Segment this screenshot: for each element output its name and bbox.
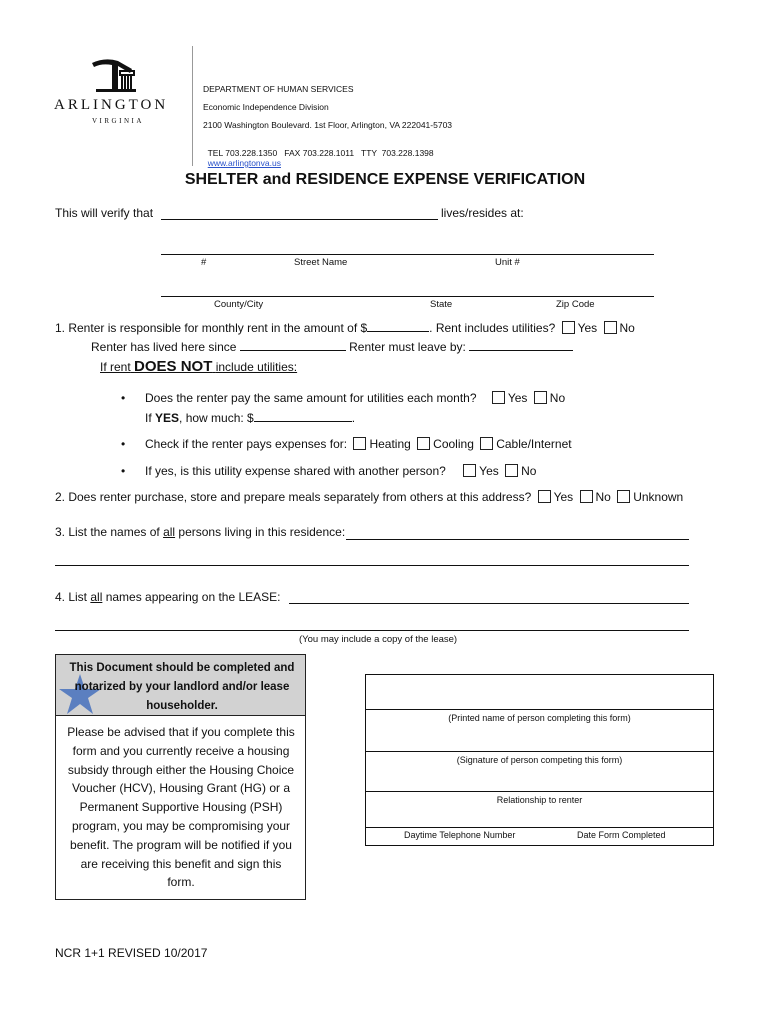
label-state: State — [430, 299, 453, 310]
intro-suffix: lives/resides at: — [441, 206, 524, 220]
q4-pre: 4. List — [55, 590, 91, 604]
b3-no-checkbox[interactable] — [505, 464, 518, 477]
b3-yes-label: Yes — [479, 464, 499, 478]
header-divider — [192, 46, 193, 166]
bullet-2-text — [145, 437, 572, 452]
city-state-zip-field[interactable] — [161, 296, 654, 297]
department-name: DEPARTMENT OF HUMAN SERVICES — [203, 84, 354, 94]
lived-since-field[interactable] — [240, 339, 346, 351]
q1-yes-checkbox[interactable] — [562, 321, 575, 334]
q4-post: names appearing on the LEASE: — [102, 590, 281, 604]
must-leave-field[interactable] — [469, 339, 573, 351]
printed-name-label: (Printed name of person completing this form) — [448, 713, 631, 723]
bullet-1: • — [121, 391, 126, 405]
division-name: Economic Independence Division — [203, 102, 329, 112]
arlington-logo — [50, 55, 180, 130]
q2-text: 2. Does renter purchase, store and prepare meals separately from others at this address? — [55, 490, 532, 504]
department-address: 2100 Washington Boulevard. 1st Floor, Arlington, VA 222041-5703 — [203, 120, 453, 130]
date-label: Date Form Completed — [577, 830, 666, 840]
b3-question: If yes, is this utility expense shared with another person? — [145, 464, 446, 478]
q2-no-label: No — [595, 490, 611, 504]
printed-name-row — [366, 709, 713, 710]
q1-text: 1. Renter is responsible for monthly rent in the amount of $ — [55, 321, 368, 335]
q3-post: persons living in this residence: — [175, 525, 346, 539]
arlington-logo-icon — [50, 55, 180, 97]
label-zip: Zip Code — [556, 299, 595, 310]
notice-heading: This Document should be completed and notarized by your landlord and/or lease householder. — [69, 662, 295, 712]
relationship-row — [366, 791, 713, 792]
cooling-label: Cooling — [433, 437, 474, 451]
bullet-3: • — [121, 464, 126, 478]
if-rent-post: include utilities: — [215, 360, 298, 374]
bullet-3-text — [145, 464, 536, 479]
b2-question: Check if the renter pays expenses for: — [145, 437, 348, 451]
lease-note: (You may include a copy of the lease) — [299, 634, 458, 645]
label-unit: Unit # — [495, 257, 520, 268]
q1-no-checkbox[interactable] — [604, 321, 617, 334]
label-street: Street Name — [294, 257, 348, 268]
q3-line — [55, 525, 345, 539]
contact-numbers: TEL 703.228.1350 FAX 703.228.1011 TTY 703.228.1398 — [207, 148, 434, 158]
q2-no-checkbox[interactable] — [580, 490, 593, 503]
website-link[interactable]: www.arlingtonva.us — [207, 158, 281, 168]
cable-label: Cable/Internet — [496, 437, 572, 451]
b1-how-much: If YES, how much: $ . — [145, 411, 356, 425]
rent-amount-field[interactable] — [367, 320, 429, 332]
q1-yes-label: Yes — [577, 321, 598, 335]
q2-yes-label: Yes — [553, 490, 574, 504]
b3-no-label: No — [521, 464, 537, 478]
q4-all: all — [90, 590, 103, 604]
cable-checkbox[interactable] — [480, 437, 493, 450]
logo-name: ARLINGTON — [54, 97, 169, 113]
label-county: County/City — [214, 299, 264, 310]
notice-body-box — [55, 716, 306, 900]
q4-field-2[interactable] — [55, 630, 689, 631]
q4-line — [55, 590, 281, 604]
lived-since-label: Renter has lived here since — [91, 340, 237, 354]
q1-no-label: No — [619, 321, 635, 335]
heating-label: Heating — [369, 437, 411, 451]
q2-yes-checkbox[interactable] — [538, 490, 551, 503]
q1-rent — [55, 320, 635, 336]
printed-name-field[interactable] — [366, 675, 713, 709]
bullet-2: • — [121, 437, 126, 451]
label-number: # — [201, 257, 207, 268]
contact-line — [203, 138, 434, 168]
q2-unknown-checkbox[interactable] — [617, 490, 630, 503]
q2-unknown-label: Unknown — [633, 490, 684, 504]
q2-line — [55, 490, 683, 505]
b1-no-checkbox[interactable] — [534, 391, 547, 404]
street-address-field[interactable] — [161, 254, 654, 255]
must-leave-label: Renter must leave by: — [349, 340, 466, 354]
b1-question: Does the renter pay the same amount for utilities each month? — [145, 391, 477, 405]
q3-pre: 3. List the names of — [55, 525, 164, 539]
does-not-emphasis: DOES NOT — [134, 358, 213, 375]
signature-row — [366, 751, 713, 752]
b1-yes-bold: YES — [155, 411, 180, 425]
bullet-1-text — [145, 391, 565, 406]
b1-how-much-label: , how much: $ — [179, 411, 254, 425]
signature-label: (Signature of person competing this form) — [456, 755, 623, 765]
q1-utilities: . Rent includes utilities? — [429, 321, 556, 335]
b1-if: If — [145, 411, 152, 425]
signature-box — [365, 674, 714, 846]
if-rent-line — [100, 358, 297, 375]
if-rent-pre: If rent — [100, 360, 131, 374]
phone-label: Daytime Telephone Number — [404, 830, 516, 840]
notice-heading-box — [55, 654, 306, 716]
b1-yes-label: Yes — [507, 391, 528, 405]
q3-field-2[interactable] — [55, 565, 689, 566]
how-much-field[interactable] — [254, 410, 352, 422]
form-title: SHELTER and RESIDENCE EXPENSE VERIFICATION — [184, 171, 586, 188]
intro-prefix: This will verify that — [55, 206, 154, 220]
form-revision: NCR 1+1 REVISED 10/2017 — [55, 946, 208, 960]
notice-body: Please be advised that if you complete this form and you currently receive a housing subsidy through either the Housing Choice Voucher (HCV), Housing Grant (HG) or a Permanent Supportive Housing (PSH) program, you may be compromising your benefit. The program will be notified if you are receiving this benefit and sign this form. — [67, 725, 295, 890]
b3-yes-checkbox[interactable] — [463, 464, 476, 477]
name-field[interactable] — [161, 219, 438, 220]
q1-dates — [91, 339, 573, 354]
q3-field-1[interactable] — [346, 539, 689, 540]
phone-date-row — [366, 827, 713, 828]
heating-checkbox[interactable] — [353, 437, 366, 450]
q4-field-1[interactable] — [289, 603, 689, 604]
b1-no-label: No — [549, 391, 566, 405]
b1-yes-checkbox[interactable] — [492, 391, 505, 404]
cooling-checkbox[interactable] — [417, 437, 430, 450]
q3-all: all — [163, 525, 176, 539]
relationship-label: Relationship to renter — [496, 795, 583, 805]
logo-subtitle: VIRGINIA — [92, 117, 144, 125]
